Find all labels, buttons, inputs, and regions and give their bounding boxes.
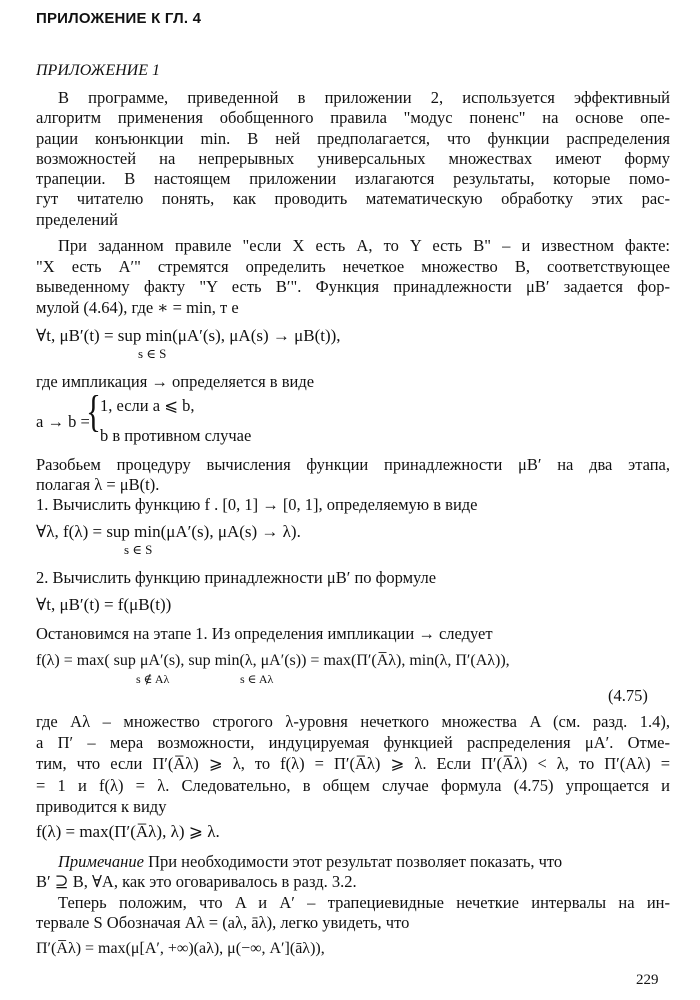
note-text: При необходимости этот результат позволяет показать, что [148,852,563,871]
running-title: ПРИЛОЖЕНИЕ К ГЛ. 4 [36,10,202,27]
text-line: 2. Вычислить функцию принадлежности μB′ по формуле [36,568,437,587]
formula-case: b в противном случае [100,426,252,445]
text-line: пределений [36,210,118,229]
page-number: 229 [636,972,659,988]
equation-number: (4.75) [608,686,648,705]
text-line: где Aλ – множество строгого λ-уровня нечеткого множества A (см. разд. 1.4), [36,712,670,731]
text-line: тим, что если Π′(A̅λ) ⩾ λ, то f(λ) = Π′(A̅λ) ⩾ λ. Если Π′(A̅λ) < λ, то Π′(Aλ) = [36,754,670,773]
text-line: При заданном правиле "если X есть A, то Y есть B" – и известном факте: [58,236,670,255]
text-line: трапеции. В настоящем приложении излагаются результаты, которые помо- [36,169,670,188]
text-line: выведенному факту "Y есть B′". Функция принадлежности μB′ задается фор- [36,277,670,296]
formula: ∀t, μB′(t) = f(μB(t)) [36,595,172,614]
text-line: 1. Вычислить функцию f . [0, 1] → [0, 1], определяемую в виде [36,495,478,514]
formula-subscript: s ∈ Aλ [240,672,274,686]
text-line: а Π′ – мера возможности, индуцируемая функцией распределения μA′. Отме- [36,733,670,752]
formula: ∀t, μB′(t) = sup min(μA′(s), μA(s) → μB(t)), [36,326,341,345]
text-line: возможностей на непрерывных универсальных множествах имеют форму [36,149,670,168]
text-line: приводится к виду [36,797,167,816]
formula-subscript: s ∈ S [124,542,153,557]
formula: f(λ) = max(Π′(A̅λ), λ) ⩾ λ. [36,822,220,841]
formula-lhs: a → b = [36,412,90,431]
section-title: ПРИЛОЖЕНИЕ 1 [36,62,160,79]
text-line: где импликация → определяется в виде [36,372,315,391]
text-line: тервале S Обозначая Aλ = (aλ, āλ), легко увидеть, что [36,913,410,932]
note-label: Примечание [58,852,144,871]
text-line: полагая λ = μB(t). [36,475,160,494]
formula-subscript: s ∈ S [138,346,167,361]
text-line: B′ ⊇ B, ∀A, как это оговаривалось в разд. 3.2. [36,872,357,891]
text-line: алгоритм применения обобщенного правила "модус поненс" на основе опе- [36,108,670,127]
formula-subscript: s ∉ Aλ [136,672,170,686]
formula: Π′(A̅λ) = max(μ[A′, +∞)(aλ), μ(−∞, A′](āλ)), [36,940,325,957]
formula: ∀λ, f(λ) = sup min(μA′(s), μA(s) → λ). [36,522,301,541]
text-line: Остановимся на этапе 1. Из определения импликации → следует [36,624,493,643]
text-line: Разобьем процедуру вычисления функции принадлежности μB′ на два этапа, [36,455,670,474]
brace-glyph: { [86,387,101,436]
text-line: Теперь положим, что A и A′ – трапециевидные нечеткие интервалы на ин- [58,893,670,912]
text-line: рации конъюнкции min. В ней предполагается, что функции распределения [36,129,670,148]
formula-case: 1, если a ⩽ b, [100,396,195,415]
text-line: "X есть A′" стремятся определить нечеткое множество B, соответствующее [36,257,670,276]
text-line: гут читателю понять, как проводить математическую обработку этих рас- [36,189,670,208]
text-line [58,852,562,872]
text-line: = 1 и f(λ) = λ. Следовательно, в общем случае формула (4.75) упрощается и [36,776,670,795]
text-line: В программе, приведенной в приложении 2, используется эффективный [58,88,670,107]
text-line: мулой (4.64), где ∗ = min, т е [36,298,239,317]
formula: f(λ) = max( sup μA′(s), sup min(λ, μA′(s)) = max(Π′(A̅λ), min(λ, Π′(Aλ)), [36,652,510,669]
